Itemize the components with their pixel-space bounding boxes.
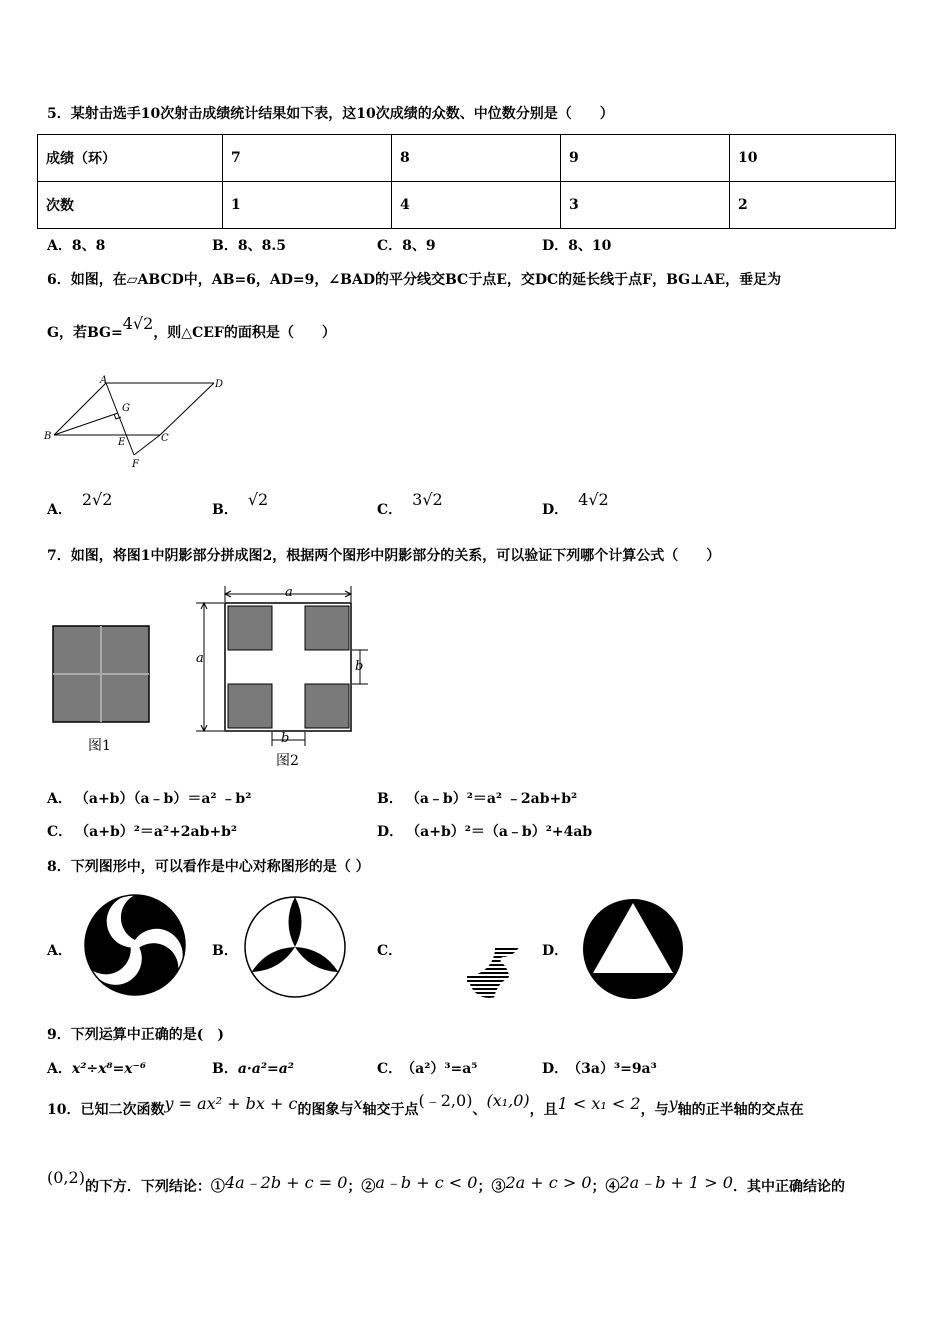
q10-text: ；④: [591, 1179, 620, 1195]
option-letter: B．: [212, 502, 238, 518]
q7-figure-1-label: 图1: [88, 738, 111, 754]
q6-parallelogram-figure: [40, 375, 240, 475]
q8-option-a-figure[interactable]: [82, 892, 188, 998]
q10-text: ．其中正确结论的: [732, 1179, 845, 1195]
q6-stem-post: ，则△CEF的面积是（ ）: [153, 325, 336, 341]
q6-stem-line1: 6．如图，在▱ABCD中，AB=6，AD=9，∠BAD的平分线交BC于点E，交DC的延长线于点F，BG⊥AE，垂足为: [47, 272, 782, 288]
q6-option-b[interactable]: [212, 490, 269, 519]
option-letter: A．: [47, 791, 72, 807]
q10-conclusion-1: 4a﹣2b + c = 0: [224, 1173, 348, 1192]
q7-stem: 7．如图，将图1中阴影部分拼成图2，根据两个图形中阴影部分的关系，可以验证下列哪个计算公式（ ）: [47, 548, 721, 564]
q9-option-a[interactable]: [47, 1058, 146, 1078]
label-g: G: [122, 403, 130, 414]
option-text: （a+b）（a﹣b）＝a² ﹣b²: [81, 791, 252, 807]
q7-option-d[interactable]: [377, 821, 592, 841]
label-e: E: [118, 437, 126, 448]
option-text: （3a）³=9a³: [574, 1061, 657, 1077]
q8-option-b-figure[interactable]: [242, 894, 348, 1000]
label-a: A: [100, 375, 108, 386]
q5-option-d[interactable]: D．8、10: [542, 238, 612, 254]
q8-stem: 8．下列图形中，可以看作是中心对称图形的是（ ）: [47, 859, 370, 875]
q10-point3: (0,2): [47, 1168, 85, 1187]
option-letter: D．: [377, 824, 404, 840]
q6-stem-line2: [47, 314, 336, 342]
option-text: a·a²=a²: [237, 1061, 294, 1077]
q10-function: y = ax² + bx + c: [164, 1094, 298, 1113]
q10-conclusion-3: 2a + c > 0: [505, 1173, 592, 1192]
q10-text: 轴交于点: [362, 1102, 419, 1118]
option-text: （a+b）²＝（a﹣b）²+4ab: [413, 824, 593, 840]
table-cell: 次数: [38, 182, 223, 229]
q8-option-b-letter[interactable]: B．: [212, 943, 238, 959]
q8-option-c-figure[interactable]: [412, 894, 522, 1000]
option-letter: B．: [212, 1061, 238, 1077]
q10-point1: (﹣2,0): [418, 1091, 473, 1110]
label-f: F: [132, 459, 139, 470]
option-letter: D．: [542, 1061, 569, 1077]
q7-figure-2-label: 图2: [276, 753, 299, 769]
q10-text: ；②: [347, 1179, 376, 1195]
option-letter: A．: [47, 502, 72, 518]
label-b: B: [44, 431, 52, 442]
q5-option-c[interactable]: C．8、9: [377, 238, 436, 254]
q7-figure-1: [50, 624, 150, 724]
option-letter: C．: [377, 502, 403, 518]
q10-conclusion-4: 2a﹣b + 1 > 0: [619, 1173, 733, 1192]
table-cell: 10: [730, 135, 896, 182]
q10-text: 、: [472, 1102, 487, 1118]
q5-score-table: [37, 134, 896, 229]
q8-option-d-letter[interactable]: D．: [542, 943, 569, 959]
table-cell: 2: [730, 182, 896, 229]
option-letter: B．: [377, 791, 403, 807]
q6-option-a[interactable]: [47, 490, 113, 519]
table-cell: 7: [223, 135, 392, 182]
option-letter: D．: [542, 502, 569, 518]
option-value: 3√2: [412, 490, 443, 509]
q10-text: ；③: [477, 1179, 506, 1195]
option-text: （a﹣b）²＝a² ﹣2ab+b²: [412, 791, 578, 807]
option-text: x²÷x⁸=x⁻⁶: [71, 1061, 147, 1077]
q7-option-a[interactable]: [47, 788, 251, 808]
q7-option-c[interactable]: [47, 821, 237, 841]
q9-option-c[interactable]: [377, 1058, 477, 1078]
table-cell: 4: [392, 182, 561, 229]
table-row: [38, 135, 896, 182]
label-a-top: a: [285, 585, 293, 600]
table-cell: 8: [392, 135, 561, 182]
q10-conclusion-2: a﹣b + c < 0: [375, 1173, 478, 1192]
q6-stem-pre: G，若BG=: [47, 325, 123, 341]
option-letter: C．: [377, 1061, 403, 1077]
q5-stem: 5．某射击选手10次射击成绩统计结果如下表，这10次成绩的众数、中位数分别是（ ）: [47, 106, 614, 122]
option-text: （a+b）²＝a²+2ab+b²: [82, 824, 238, 840]
table-cell: 3: [561, 182, 730, 229]
q6-option-d[interactable]: [542, 490, 609, 519]
q10-text: ，与: [640, 1102, 669, 1118]
q10-text: 的图象与: [297, 1102, 354, 1118]
label-b-bottom: b: [281, 731, 290, 746]
q10-text: 轴的正半轴的交点在: [677, 1102, 804, 1118]
option-text: （a²）³=a⁵: [408, 1061, 478, 1077]
option-value: 2√2: [81, 490, 113, 509]
q10-y-axis: y: [668, 1094, 678, 1113]
q10-text: 的下方．下列结论：①: [84, 1179, 225, 1195]
q10-inequality: 1 < x₁ < 2: [557, 1094, 641, 1113]
option-letter: A．: [47, 1061, 72, 1077]
q8-option-c-letter[interactable]: C．: [377, 943, 403, 959]
q5-option-a[interactable]: A．8、8: [47, 238, 106, 254]
option-value: 4√2: [578, 490, 609, 509]
q10-stem-line2: [47, 1168, 845, 1196]
q8-option-a-letter[interactable]: A．: [47, 943, 72, 959]
label-c: C: [161, 433, 169, 444]
q5-option-b[interactable]: B．8、8.5: [212, 238, 286, 254]
q9-stem: 9．下列运算中正确的是( ): [47, 1027, 224, 1043]
q10-point2: (x₁,0): [486, 1091, 530, 1110]
table-cell: 9: [561, 135, 730, 182]
option-value: √2: [247, 490, 269, 509]
table-row: [38, 182, 896, 229]
table-cell: 成绩（环）: [38, 135, 223, 182]
label-b-right: b: [355, 659, 364, 674]
q6-bg-value: 4√2: [122, 314, 154, 333]
q7-option-b[interactable]: [377, 788, 577, 808]
option-letter: C．: [47, 824, 73, 840]
q9-option-b[interactable]: [212, 1058, 294, 1078]
q9-option-d[interactable]: [542, 1058, 657, 1078]
table-cell: 1: [223, 182, 392, 229]
q7-figure-2: [190, 580, 380, 750]
q10-text: 10．已知二次函数: [47, 1102, 165, 1118]
label-d: D: [215, 379, 224, 390]
q6-option-c[interactable]: [377, 490, 443, 519]
label-a-left: a: [196, 651, 204, 666]
q8-option-d-figure[interactable]: [580, 896, 686, 1002]
q10-x-axis: x: [353, 1094, 363, 1113]
q10-text: ，且: [529, 1102, 558, 1118]
q10-stem-line1: [47, 1091, 804, 1119]
